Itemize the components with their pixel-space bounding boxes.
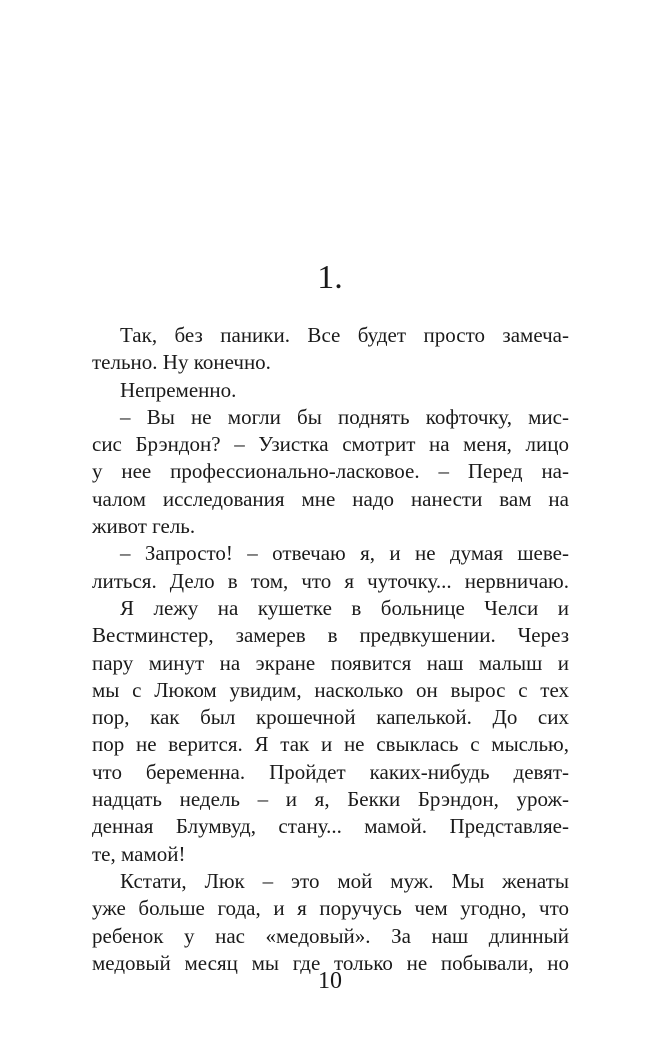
- text-line: пор не верится. Я так и не свыклась с мыслью,: [92, 732, 569, 757]
- page-number: 10: [318, 968, 342, 994]
- text-line: Кстати, Люк – это мой муж. Мы женаты: [120, 868, 569, 893]
- text-line: пор, как был крошечной капелькой. До сих: [92, 705, 569, 730]
- text-line: Так, без паники. Все будет просто замеча-: [120, 323, 569, 347]
- text-line: Я лежу на кушетке в больнице Челси и: [120, 595, 569, 620]
- text-line: пару минут на экране появится наш малыш и: [92, 650, 569, 675]
- chapter-title: 1.: [317, 259, 343, 296]
- text-line: чалом исследования мне надо нанести вам на: [92, 486, 569, 511]
- text-line: – Вы не могли бы поднять кофточку, мис-: [120, 404, 569, 429]
- text-line: тельно. Ну конечно.: [92, 350, 271, 375]
- text-line: надцать недель – и я, Бекки Брэндон, урож-: [92, 787, 569, 812]
- text-line: у нее профессионально-ласковое. – Перед на-: [92, 459, 569, 484]
- text-line: живот гель.: [92, 514, 196, 539]
- text-line: что беременна. Пройдет каких-нибудь девят-: [92, 759, 569, 784]
- text-line: уже больше года, и я поручусь чем угодно, что: [92, 896, 569, 921]
- text-line: мы с Люком увидим, насколько он вырос с тех: [92, 677, 569, 702]
- text-line: сис Брэндон? – Узистка смотрит на меня, лицо: [92, 432, 569, 457]
- text-line: медовый месяц мы где только не побывали, но: [92, 950, 569, 975]
- text-line: литься. Дело в том, что я чуточку... нервничаю.: [92, 568, 569, 593]
- body-text: [92, 322, 569, 977]
- text-line: Вестминстер, замерев в предвкушении. Через: [92, 623, 569, 648]
- text-line: денная Блумвуд, стану... мамой. Представляе-: [92, 814, 569, 839]
- text-line: Непременно.: [120, 377, 237, 402]
- text-line: ребенок у нас «медовый». За наш длинный: [92, 923, 569, 948]
- text-line: – Запросто! – отвечаю я, и не думая шеве-: [120, 541, 569, 566]
- text-line: те, мамой!: [92, 841, 186, 866]
